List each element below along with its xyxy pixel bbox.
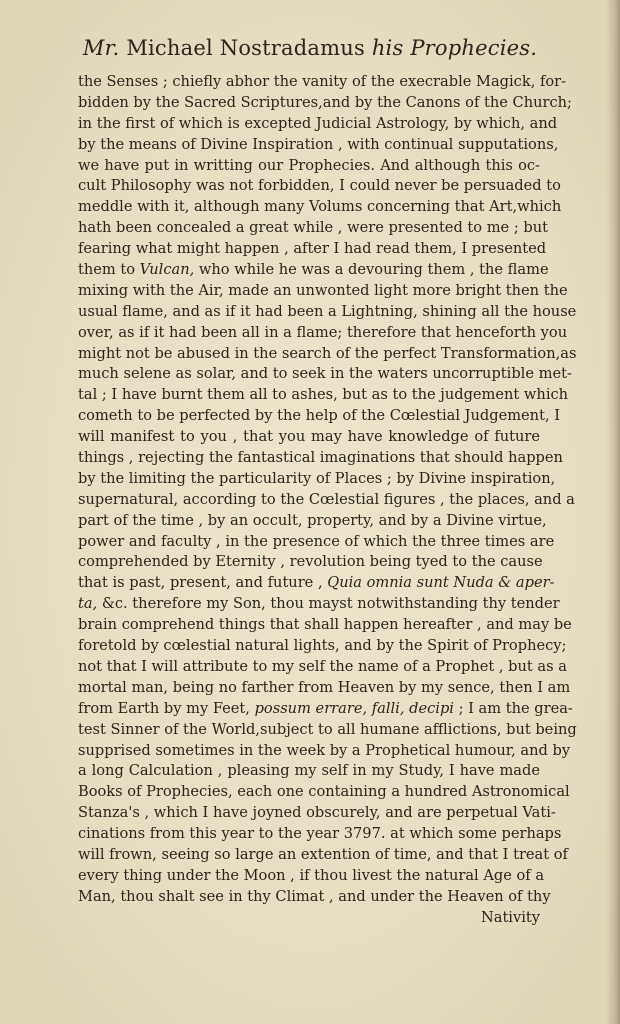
text-line	[78, 93, 572, 114]
running-head-suffix: his Prophecies.	[371, 36, 538, 60]
text-line	[78, 281, 568, 302]
text-line	[78, 552, 543, 573]
text-line	[78, 239, 547, 260]
text-line	[78, 218, 548, 239]
text-segment: usual flame, and as if it had been a Lightning, shining all the house	[78, 302, 577, 320]
text-segment: Books of Prophecies, each one containing a hundred Astronomical	[78, 783, 570, 801]
text-segment: by the means of Divine Inspiration , with continual supputations,	[78, 135, 559, 153]
text-line	[78, 385, 569, 406]
text-segment: bidden by the Sacred Scriptures,and by the Canons of the Church;	[78, 93, 572, 111]
text-line	[78, 176, 561, 197]
text-segment: power and faculty , in the presence of which the three times are	[78, 532, 555, 550]
text-line	[78, 302, 577, 323]
body-text	[78, 72, 577, 929]
text-line	[78, 156, 540, 177]
text-line	[78, 427, 540, 448]
running-head-prefix: Mr.	[82, 36, 120, 60]
text-segment: every thing under the Moon , if thou livest the natural Age of a	[78, 866, 545, 884]
text-line	[78, 803, 556, 824]
text-segment: from Earth by my Feet,	[78, 699, 255, 717]
running-head-name: Michael Nostradamus	[126, 36, 365, 60]
text-line	[78, 594, 560, 615]
text-segment: ; I am the grea-	[453, 699, 573, 717]
text-line	[78, 741, 571, 762]
text-segment: much selene as solar, and to seek in the waters uncorruptible met-	[78, 365, 572, 383]
text-segment: mortal man, being no farther from Heaven by my sence, then I am	[78, 678, 571, 696]
text-segment: fearing what might happen , after I had read them, I presented	[78, 240, 547, 258]
text-line	[78, 511, 547, 532]
text-segment: test Sinner of the World,subject to all humane afflictions, but being	[78, 720, 577, 738]
text-line	[78, 636, 567, 657]
running-head	[0, 36, 620, 60]
text-segment: brain comprehend things that shall happen hereafter , and may be	[78, 616, 572, 634]
text-line	[78, 657, 567, 678]
page-gutter-shadow	[606, 0, 620, 1024]
text-segment: a long Calculation , pleasing my self in my Study, I have made	[78, 762, 540, 780]
text-line	[78, 573, 555, 594]
text-line	[78, 699, 573, 720]
text-segment: over, as if it had been all in a flame; therefore that henceforth you	[78, 323, 568, 341]
text-line	[78, 887, 551, 908]
text-line	[78, 469, 556, 490]
text-line	[78, 678, 571, 699]
text-segment: part of the time , by an occult, property, and by a Divine virtue,	[78, 511, 547, 529]
text-segment: supprised sometimes in the week by a Prophetical humour, and by	[78, 741, 571, 759]
text-segment: things , rejecting the fantastical imaginations that should happen	[78, 449, 563, 467]
text-line	[78, 845, 568, 866]
text-line	[78, 761, 540, 782]
text-segment: &c. therefore my Son, thou mayst notwithstanding thy tender	[97, 595, 560, 613]
text-segment: cult Philosophy was not forbidden, I could never be persuaded to	[78, 177, 561, 195]
text-segment: mixing with the Air, made an unwonted light more bright then the	[78, 281, 568, 299]
text-line	[78, 615, 572, 636]
text-segment: who while he was a devouring them , the flame	[194, 261, 549, 279]
text-line	[78, 135, 559, 156]
italic-text-segment: ta,	[78, 595, 98, 613]
text-segment: might not be abused in the search of the perfect Transformation,as	[78, 344, 577, 362]
text-segment: Man, thou shalt see in thy Climat , and under the Heaven of thy	[78, 887, 551, 905]
text-segment: them to	[78, 261, 140, 279]
text-segment: Stanza's , which I have joyned obscurely, and are perpetual Vati-	[78, 804, 556, 822]
text-line	[78, 866, 545, 887]
italic-text-segment: possum errare, falli, decipi	[254, 699, 454, 717]
text-segment: cometh to be perfected by the help of the Cœlestial Judgement, I	[78, 407, 560, 425]
text-segment: in the first of which is excepted Judicial Astrology, by which, and	[78, 114, 558, 132]
text-segment: not that I will attribute to my self the name of a Prophet , but as a	[78, 657, 567, 675]
catchword: Nativity	[480, 908, 540, 926]
text-segment: tal ; I have burnt them all to ashes, but as to the judgement which	[78, 386, 569, 404]
text-line	[78, 720, 577, 741]
text-segment: by the limiting the particularity of Places ; by Divine inspiration,	[78, 469, 556, 487]
text-line	[78, 197, 562, 218]
text-line	[78, 532, 555, 553]
text-line	[78, 490, 575, 511]
text-line	[78, 72, 567, 93]
italic-text-segment: Quia omnia sunt Nuda & aper-	[327, 574, 555, 592]
text-line	[78, 344, 577, 365]
italic-text-segment: Vulcan,	[139, 261, 195, 279]
text-line	[78, 448, 563, 469]
text-segment: we have put in writting our Prophecies. And although this oc-	[78, 156, 540, 174]
text-line	[78, 364, 572, 385]
text-segment: cinations from this year to the year 3797. at which some perhaps	[78, 825, 562, 843]
text-segment: foretold by cœlestial natural lights, and by the Spirit of Prophecy;	[78, 637, 567, 655]
text-line	[78, 782, 570, 803]
text-segment: that is past, present, and future ,	[78, 574, 328, 592]
text-line	[78, 406, 560, 427]
text-segment: will manifest to you , that you may have knowledge of future	[78, 428, 540, 446]
text-line	[78, 260, 549, 281]
text-segment: hath been concealed a great while , were presented to me ; but	[78, 219, 548, 237]
text-segment: supernatural, according to the Cœlestial figures , the places, and a	[78, 490, 575, 508]
text-line	[78, 824, 562, 845]
text-segment: meddle with it, although many Volums concerning that Art,which	[78, 198, 562, 216]
text-line	[78, 114, 558, 135]
text-line	[78, 323, 568, 344]
text-segment: comprehended by Eternity , revolution being tyed to the cause	[78, 553, 543, 571]
text-segment: the Senses ; chiefly abhor the vanity of the execrable Magick, for-	[78, 73, 567, 90]
text-segment: will frown, seeing so large an extention of time, and that I treat of	[78, 845, 568, 863]
